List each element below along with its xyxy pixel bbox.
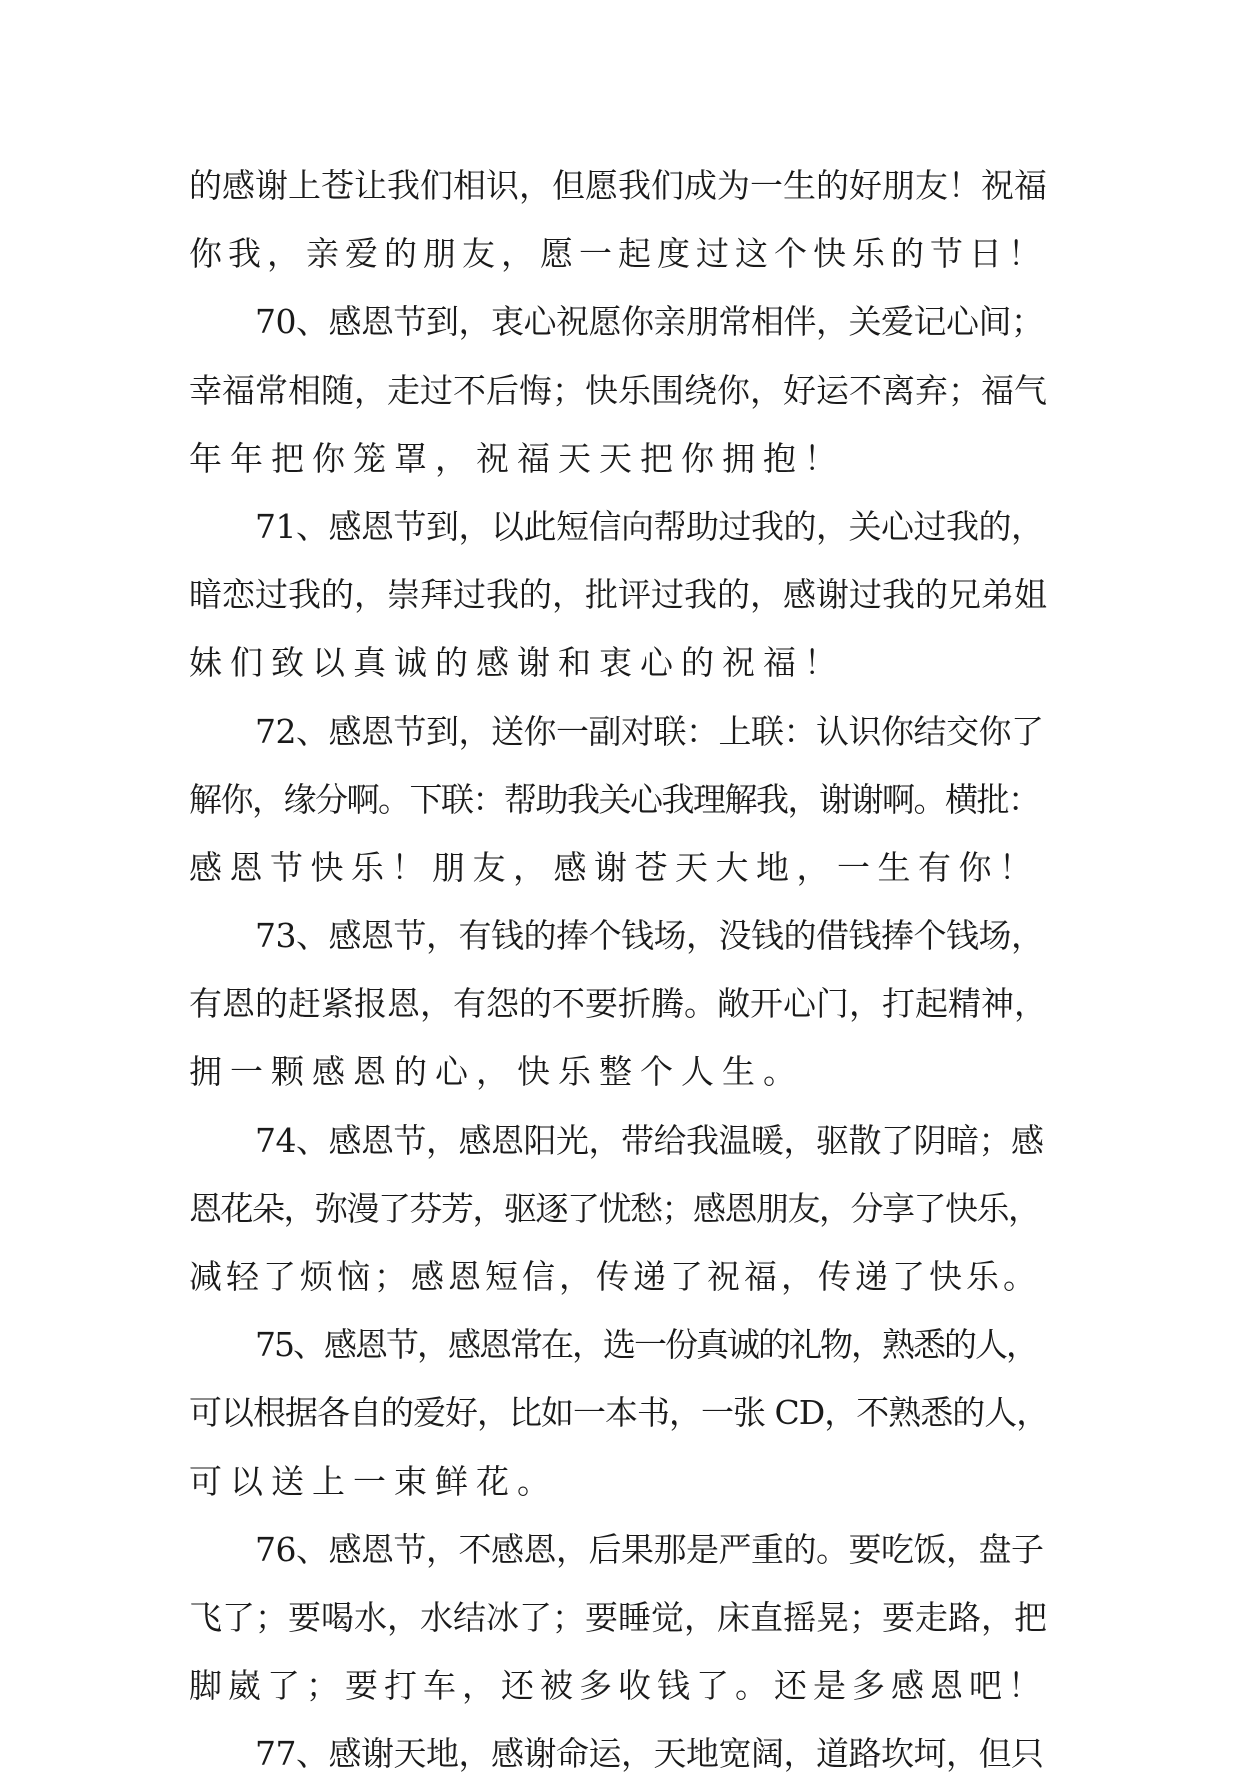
paragraph-76-start: 76、感恩节，不感恩，后果那是严重的。要吃饭，盘子 — [255, 1529, 1044, 1569]
text-line: 可以根据各自的爱好，比如一本书，一张 CD，不熟悉的人， — [189, 1393, 1049, 1433]
paragraph-73-start: 73、感恩节，有钱的捧个钱场，没钱的借钱捧个钱场， — [255, 916, 1044, 956]
text-line: 感恩节快乐！朋友，感谢苍天大地，一生有你！ — [189, 847, 1040, 887]
paragraph-70-start: 70、感恩节到，衷心祝愿你亲朋常相伴，关爱记心间； — [255, 302, 1044, 342]
paragraph-71-start: 71、感恩节到，以此短信向帮助过我的，关心过我的， — [255, 506, 1044, 546]
paragraph-77-start: 77、感谢天地，感谢命运，天地宽阔，道路坎坷，但只 — [255, 1734, 1044, 1774]
document-page — [189, 152, 1049, 1789]
text-line: 拥一颗感恩的心，快乐整个人生。 — [189, 1052, 804, 1092]
text-line: 妹们致以真诚的感谢和衷心的祝福！ — [189, 643, 845, 683]
text-line: 解你，缘分啊。下联：帮助我关心我理解我，谢谢啊。横批： — [189, 779, 1040, 819]
text-line: 有恩的赶紧报恩，有怨的不要折腾。敞开心门，打起精神， — [189, 984, 1047, 1024]
text-line: 飞了；要喝水，水结冰了；要睡觉，床直摇晃；要走路，把 — [189, 1597, 1047, 1637]
text-line: 暗恋过我的，崇拜过我的，批评过我的，感谢过我的兄弟姐 — [189, 575, 1047, 615]
paragraph-72-start: 72、感恩节到，送你一副对联：上联：认识你结交你了 — [255, 711, 1044, 751]
text-line: 可以送上一束鲜花。 — [189, 1461, 558, 1501]
paragraph-74-start: 74、感恩节，感恩阳光，带给我温暖，驱散了阴暗；感 — [255, 1120, 1044, 1160]
paragraph-75-start: 75、感恩节，感恩常在，选一份真诚的礼物，熟悉的人， — [255, 1325, 1037, 1365]
text-line: 幸福常相随，走过不后悔；快乐围绕你，好运不离弃；福气 — [189, 370, 1047, 410]
text-line: 脚崴了；要打车，还被多收钱了。还是多感恩吧！ — [189, 1666, 1047, 1706]
text-line: 恩花朵，弥漫了芬芳，驱逐了忧愁；感恩朋友，分享了快乐， — [189, 1188, 1040, 1228]
text-line: 减轻了烦恼；感恩短信，传递了祝福，传递了快乐。 — [189, 1257, 1040, 1296]
text-line: 年年把你笼罩，祝福天天把你拥抱！ — [189, 438, 845, 478]
text-line: 你我，亲爱的朋友，愿一起度过这个快乐的节日！ — [189, 234, 1047, 274]
text-line: 的感谢上苍让我们相识，但愿我们成为一生的好朋友！祝福 — [189, 166, 1047, 205]
